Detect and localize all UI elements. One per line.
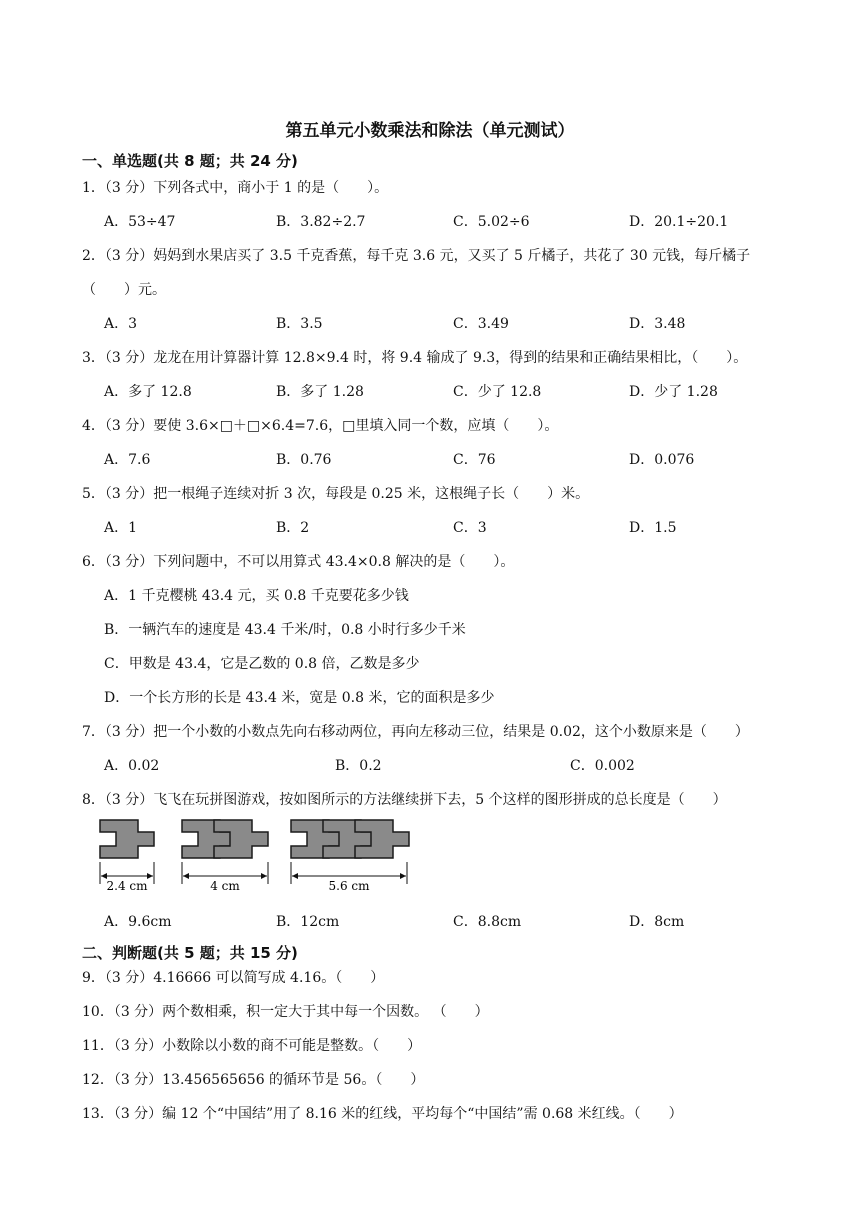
q2-option-a[interactable]: A．3 (104, 316, 138, 332)
question-2-cont: （ ）元。 (82, 282, 166, 298)
q5-option-a[interactable]: A．1 (104, 520, 138, 536)
q7-option-a[interactable]: A．0.02 (104, 758, 160, 774)
q8-option-a[interactable]: A．9.6cm (104, 914, 172, 930)
q7-option-c[interactable]: C．0.002 (570, 758, 635, 774)
question-3: 3．（3 分）龙龙在用计算器计算 12.8×9.4 时，将 9.4 输成了 9.3，得到的结果和正确结果相比，（ ）。 (82, 350, 748, 366)
q7-option-b[interactable]: B．0.2 (335, 758, 382, 774)
section-heading-single-choice: 一、单选题(共 8 题；共 24 分) (82, 152, 298, 170)
q1-option-d[interactable]: D．20.1÷20.1 (629, 214, 729, 230)
question-11: 11．（3 分）小数除以小数的商不可能是整数。（ ） (82, 1038, 422, 1054)
q6-option-a[interactable]: A．1 千克樱桃 43.4 元，买 0.8 千克要花多少钱 (104, 588, 409, 604)
question-13: 13．（3 分）编 12 个“中国结”用了 8.16 米的红线，平均每个“中国结”需 0.68 米红线。（ ） (82, 1106, 683, 1122)
puzzle-figure (96, 818, 416, 900)
q8-option-d[interactable]: D．8cm (629, 914, 685, 930)
question-7: 7．（3 分）把一个小数的小数点先向右移动两位，再向左移动三位，结果是 0.02，这个小数原来是（ ） (82, 724, 749, 740)
q3-option-c[interactable]: C．少了 12.8 (453, 384, 542, 400)
dimension-2-4cm (100, 862, 154, 893)
puzzle-pieces (100, 820, 409, 858)
question-1: 1．（3 分）下列各式中，商小于 1 的是（ ）。 (82, 180, 389, 196)
dimension-label-1: 2.4 cm (106, 879, 148, 893)
question-2: 2．（3 分）妈妈到水果店买了 3.5 千克香蕉，每千克 3.6 元，又买了 5 斤橘子，共花了 30 元钱，每斤橘子 (82, 248, 751, 264)
question-6: 6．（3 分）下列问题中，不可以用算式 43.4×0.8 解决的是（ ）。 (82, 554, 515, 570)
q2-option-b[interactable]: B．3.5 (276, 316, 323, 332)
question-12: 12．（3 分）13.456565656 的循环节是 56。（ ） (82, 1072, 425, 1088)
q8-option-c[interactable]: C．8.8cm (453, 914, 522, 930)
page-title: 第五单元小数乘法和除法（单元测试） (285, 121, 575, 141)
q3-option-a[interactable]: A．多了 12.8 (104, 384, 192, 400)
dimension-label-2: 4 cm (210, 879, 240, 893)
q5-option-c[interactable]: C．3 (453, 520, 487, 536)
q6-option-d[interactable]: D．一个长方形的长是 43.4 米，宽是 0.8 米，它的面积是多少 (104, 690, 495, 706)
dimension-4cm (182, 862, 268, 893)
dimension-5-6cm (291, 862, 407, 893)
q1-option-c[interactable]: C．5.02÷6 (453, 214, 530, 230)
question-4: 4．（3 分）要使 3.6×□＋□×6.4=7.6，□里填入同一个数，应填（ ）。 (82, 418, 559, 434)
question-9: 9．（3 分）4.16666 可以简写成 4.16。（ ） (82, 970, 385, 986)
q4-option-d[interactable]: D．0.076 (629, 452, 695, 468)
q5-option-d[interactable]: D．1.5 (629, 520, 677, 536)
puzzle-piece (100, 820, 154, 858)
q6-option-b[interactable]: B．一辆汽车的速度是 43.4 千米/时，0.8 小时行多少千米 (104, 622, 466, 638)
q4-option-c[interactable]: C．76 (453, 452, 496, 468)
q5-option-b[interactable]: B．2 (276, 520, 310, 536)
q1-option-a[interactable]: A．53÷47 (104, 214, 176, 230)
question-10: 10．（3 分）两个数相乘，积一定大于其中每一个因数。 （ ） (82, 1004, 489, 1020)
q4-option-a[interactable]: A．7.6 (104, 452, 151, 468)
q6-option-c[interactable]: C．甲数是 43.4，它是乙数的 0.8 倍，乙数是多少 (104, 656, 420, 672)
q4-option-b[interactable]: B．0.76 (276, 452, 332, 468)
q3-option-d[interactable]: D．少了 1.28 (629, 384, 718, 400)
question-5: 5．（3 分）把一根绳子连续对折 3 次，每段是 0.25 米，这根绳子长（ ）米。 (82, 486, 590, 502)
q8-option-b[interactable]: B．12cm (276, 914, 340, 930)
q2-option-c[interactable]: C．3.49 (453, 316, 509, 332)
q1-option-b[interactable]: B．3.82÷2.7 (276, 214, 366, 230)
question-8: 8．（3 分）飞飞在玩拼图游戏，按如图所示的方法继续拼下去，5 个这样的图形拼成的总长度是（ ） (82, 792, 727, 808)
section-heading-true-false: 二、判断题(共 5 题；共 15 分) (82, 944, 298, 962)
q3-option-b[interactable]: B．多了 1.28 (276, 384, 364, 400)
dimension-label-3: 5.6 cm (328, 879, 370, 893)
q2-option-d[interactable]: D．3.48 (629, 316, 686, 332)
